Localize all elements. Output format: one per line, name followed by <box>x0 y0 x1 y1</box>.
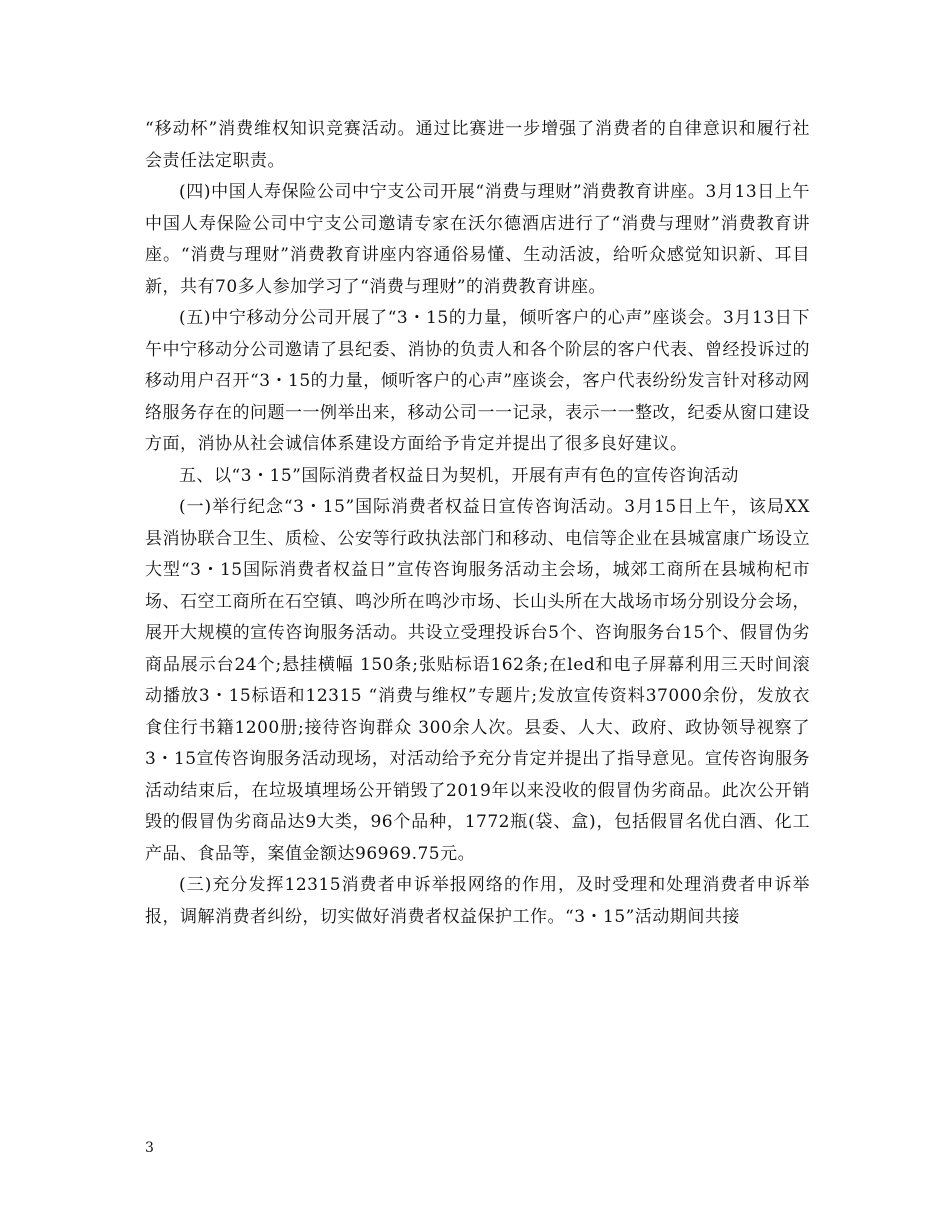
paragraph-china-life-lecture: (四)中国人寿保险公司中宁支公司开展“消费与理财”消费教育讲座。3月13日上午中国人寿保险公司中宁支公司邀请专家在沃尔德酒店进行了“消费与理财”消费教育讲座。“消费与理财”消费教育讲座内容通俗易懂、生动活波，给听众感觉知识新、耳目新，共有70多人参加学习了“消费与理财”的消费教育讲座。 <box>145 182 810 297</box>
paragraph-consultation-activity: (一)举行纪念“3・15”国际消费者权益日宣传咨询活动。3月15日上午，该局XX县消协联合卫生、质检、公安等行政执法部门和移动、电信等企业在县城富康广场设立大型“3・15国际消费者权益日”宣传咨询服务活动主会场，城郊工商所在县城枸杞市场、石空工商所在石空镇、鸣沙所在鸣沙市场、长山头所在大战场市场分别设分会场，展开大规模的宣传咨询服务活动。共设立受理投诉台5个、咨询服务台15个、假冒伪劣商品展示台24个;悬挂横幅 150条;张贴标语162条;在led和电子屏幕利用三天时间滚动播放3・15标语和12315 “消费与维权”专题片;发放宣传资料37000余份，发放衣食住行书籍1200册;接待咨询群众 300余人次。县委、人大、政府、政协领导视察了3・15宣传咨询服务活动现场，对活动给予充分肯定并提出了指导意见。宣传咨询服务活动结束后，在垃圾填埋场公开销毁了2019年以来没收的假冒伪劣商品。此次公开销毁的假冒伪劣商品达9大类，96个品种，1772瓶(袋、盒)，包括假冒名优白酒、化工产品、食品等，案值金额达96969.75元。 <box>145 497 810 864</box>
paragraph-zhongning-mobile-forum: (五)中宁移动分公司开展了“3・15的力量，倾听客户的心声”座谈会。3月13日下午中宁移动分公司邀请了县纪委、消协的负责人和各个阶层的客户代表、曾经投诉过的移动用户召开“3・15的力量，倾听客户的心声”座谈会，客户代表纷纷发言针对移动网络服务存在的问题一一例举出来，移动公司一一记录，表示一一整改，纪委从窗口建设方面，消协从社会诚信体系建设方面给予肯定并提出了很多良好建议。 <box>145 308 810 454</box>
paragraph-mobile-cup-continuation: “移动杯”消费维权知识竞赛活动。通过比赛进一步增强了消费者的自律意识和履行社会责任法定职责。 <box>145 119 810 171</box>
paragraph-12315-network: (三)充分发挥12315消费者申诉举报网络的作用，及时受理和处理消费者申诉举报，调解消费者纠纷，切实做好消费者权益保护工作。“3・15”活动期间共接 <box>145 875 810 927</box>
document-body <box>145 114 810 933</box>
section-heading-five: 五、以“3・15”国际消费者权益日为契机，开展有声有色的宣传咨询活动 <box>179 465 739 486</box>
page-number: 3 <box>145 1140 154 1156</box>
